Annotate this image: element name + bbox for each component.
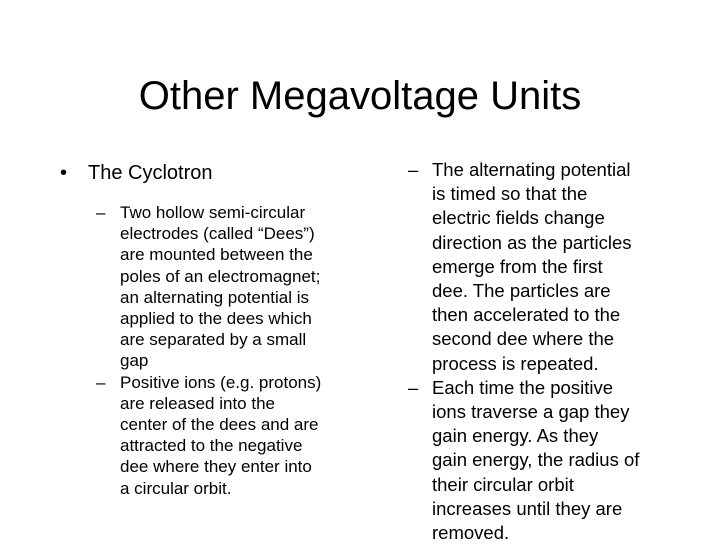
text-line: electric fields change (432, 207, 605, 229)
text-line: Positive ions (e.g. protons) (120, 372, 322, 392)
text-line: Two hollow semi-circular (120, 203, 306, 222)
text-line: are mounted between the (120, 245, 313, 265)
text-line: gap (120, 351, 149, 371)
text-line: process is repeated. (432, 352, 599, 374)
text-line: an alternating potential is (120, 287, 310, 307)
text-line: applied to the dees which (120, 309, 312, 329)
text-line: a circular orbit. (120, 478, 232, 498)
right-column (408, 158, 720, 545)
dash-mark: – (408, 159, 419, 180)
text-line: are separated by a small (120, 330, 307, 350)
text-line: center of the dees and are (120, 415, 319, 435)
slide-title: Other Megavoltage Units (138, 74, 582, 118)
sub-bullet-dees (60, 202, 370, 372)
bullet-text: The Cyclotron (88, 162, 213, 184)
text-line: second dee where the (432, 328, 615, 350)
text-line: then accelerated to the (432, 304, 621, 326)
text-line: emerge from the first (432, 255, 603, 277)
sub-bullet-alternating-potential (408, 158, 720, 376)
bullet-mark: • (60, 162, 68, 184)
text-line: are released into the (120, 393, 275, 413)
text-line: is timed so that the (432, 183, 588, 205)
dash-mark: – (96, 203, 106, 222)
text-line: removed. (432, 522, 510, 544)
text-line: Each time the positive (432, 376, 613, 398)
text-line: attracted to the negative (120, 436, 303, 456)
sub-bullet-positive-ions (60, 372, 370, 499)
text-line: dee where they enter into (120, 457, 312, 477)
text-line: The alternating potential (432, 159, 631, 180)
text-line: direction as the particles (432, 231, 632, 253)
text-line: gain energy. As they (432, 425, 599, 447)
text-line: dee. The particles are (432, 280, 611, 302)
text-line: increases until they are (432, 497, 623, 519)
dash-mark: – (408, 376, 419, 398)
text-line: their circular orbit (432, 473, 574, 495)
bullet-cyclotron (60, 159, 370, 187)
text-line: electrodes (called “Dees”) (120, 224, 315, 244)
left-sub-bullets (60, 202, 370, 499)
text-line: poles of an electromagnet; (120, 266, 321, 286)
sub-bullet-gain-energy (408, 376, 720, 545)
left-column (60, 159, 370, 499)
text-line: ions traverse a gap they (432, 401, 630, 423)
text-line: gain energy, the radius of (432, 449, 640, 471)
dash-mark: – (96, 372, 106, 392)
